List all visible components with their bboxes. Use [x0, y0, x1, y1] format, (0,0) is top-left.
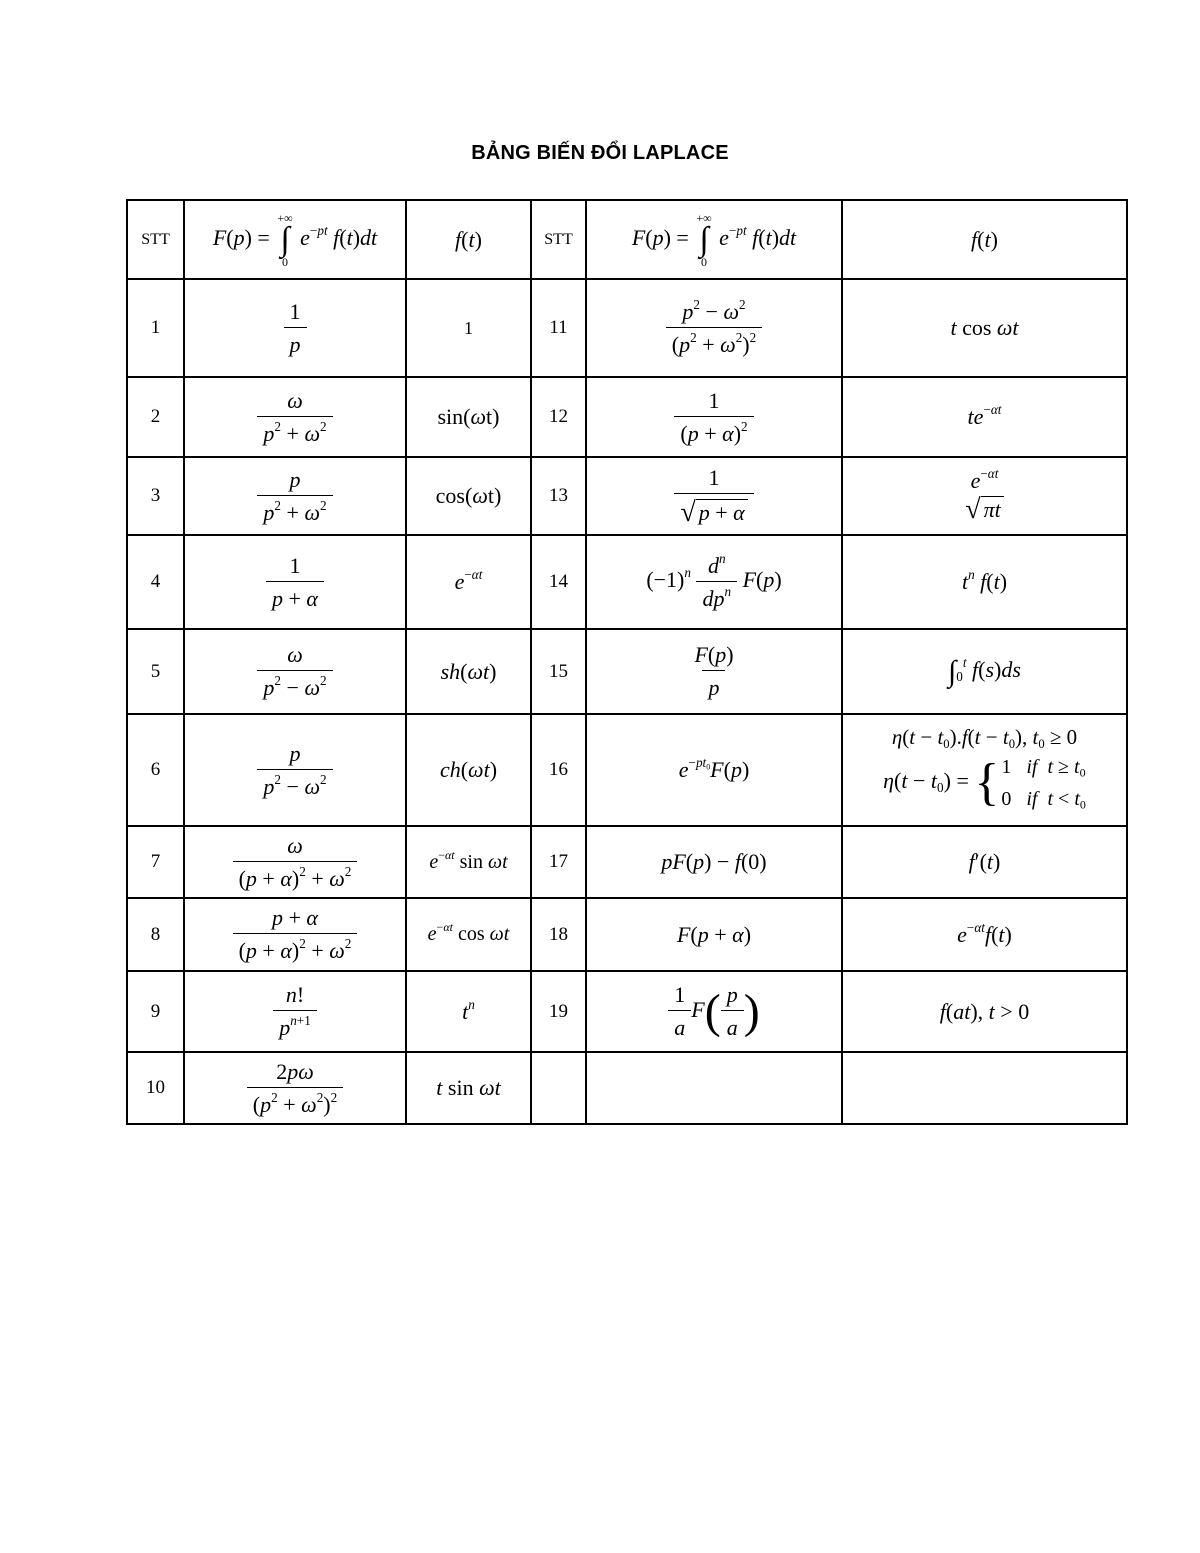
original-cell: t sin ωt	[406, 1052, 531, 1124]
row-number: 12	[531, 377, 586, 457]
row-number: 6	[127, 714, 184, 826]
original-cell: t cos ωt	[842, 279, 1127, 377]
table-row	[127, 535, 1127, 629]
original-cell: $e^{-\alpha t}f(t)$	[842, 898, 1127, 971]
empty-cell	[586, 1052, 842, 1124]
transform-cell: $\frac{F(p)}{p}$	[586, 629, 842, 714]
transform-cell: $\frac{1}{p}$	[184, 279, 406, 377]
row-number: 4	[127, 535, 184, 629]
row-number: 10	[127, 1052, 184, 1124]
transform-cell: $\frac{1}{(p + \alpha)^2}$	[586, 377, 842, 457]
row-number: 2	[127, 377, 184, 457]
original-cell: $t^n$ f(t)	[842, 535, 1127, 629]
row-number: 13	[531, 457, 586, 535]
row-number: 1	[127, 279, 184, 377]
table-row	[127, 898, 1127, 971]
empty-cell	[842, 1052, 1127, 1124]
header-stt: STT	[127, 200, 184, 279]
row-number: 17	[531, 826, 586, 898]
row-number: 5	[127, 629, 184, 714]
original-cell: sh(ωt)	[406, 629, 531, 714]
transform-cell: $\frac{p}{p^2 + \omega^2}$	[184, 457, 406, 535]
transform-cell: $\frac{1}{p + \alpha}$	[184, 535, 406, 629]
transform-cell: $\frac{\omega}{p^2 + \omega^2}$	[184, 377, 406, 457]
transform-cell: pF(p) − f(0)	[586, 826, 842, 898]
table-row	[127, 826, 1127, 898]
table-row	[127, 377, 1127, 457]
row-number: 3	[127, 457, 184, 535]
table-row	[127, 1052, 1127, 1124]
table-row	[127, 629, 1127, 714]
transform-cell: $\frac{p + \alpha}{(p + \alpha)^2 + \omega^2}$	[184, 898, 406, 971]
row-number: 11	[531, 279, 586, 377]
original-cell: $e^{-\alpha t}$ √ πt	[842, 457, 1127, 535]
transform-cell: 1 √ p + α	[586, 457, 842, 535]
original-cell: $t^n$	[406, 971, 531, 1052]
page-title: BẢNG BIẾN ĐỔI LAPLACE	[471, 142, 729, 164]
table-header-row	[127, 200, 1127, 279]
row-number: 8	[127, 898, 184, 971]
original-cell: f(at), t > 0	[842, 971, 1127, 1052]
transform-cell: $\frac{2p\omega}{(p^2 + \omega^2)^2}$	[184, 1052, 406, 1124]
original-cell: $te^{-\alpha t}$	[842, 377, 1127, 457]
row-number: 18	[531, 898, 586, 971]
transform-cell: $e^{-pt_0}F(p)$	[586, 714, 842, 826]
header-original: f(t)	[406, 200, 531, 279]
row-number: 19	[531, 971, 586, 1052]
original-cell: ch(ωt)	[406, 714, 531, 826]
table-row	[127, 971, 1127, 1052]
original-cell: $\eta(t - t_0).f(t - t_0)$, $t_0 \ge 0$ $\eta(t - t_0)$ = { 1 if $t \ge t_0$ 0 if $t < t_0$	[842, 714, 1127, 826]
transform-cell: $\frac{n!}{p^{n+1}}$	[184, 971, 406, 1052]
header-transform-2: F(p) = +∞ ∫ 0 $e^{-pt}$ f(t)dt	[586, 200, 842, 279]
original-cell: 1	[406, 279, 531, 377]
original-cell: sin(ωt)	[406, 377, 531, 457]
transform-cell: F(p + α)	[586, 898, 842, 971]
transform-cell: $\frac{1}{a}$ F( $\frac{p}{a}$ )	[586, 971, 842, 1052]
laplace-table	[126, 199, 1128, 1125]
row-number: 7	[127, 826, 184, 898]
table-row	[127, 457, 1127, 535]
original-cell: $\int_0^t$ f(s)ds	[842, 629, 1127, 714]
transform-cell: $\frac{p^2 - \omega^2}{(p^2 + \omega^2)^2}$	[586, 279, 842, 377]
original-cell: f′(t)	[842, 826, 1127, 898]
transform-cell: $(-1)^n$ $\frac{d^n}{dp^n}$ F(p)	[586, 535, 842, 629]
header-transform: F(p) = +∞ ∫ 0 $e^{-pt}$ f(t)dt	[184, 200, 406, 279]
original-cell: cos(ωt)	[406, 457, 531, 535]
original-cell: $e^{-\alpha t}$ sin ωt	[406, 826, 531, 898]
transform-cell: $\frac{p}{p^2 - \omega^2}$	[184, 714, 406, 826]
original-cell: $e^{-\alpha t}$	[406, 535, 531, 629]
header-original-2: f(t)	[842, 200, 1127, 279]
transform-cell: $\frac{\omega}{(p + \alpha)^2 + \omega^2}$	[184, 826, 406, 898]
transform-cell: $\frac{\omega}{p^2 - \omega^2}$	[184, 629, 406, 714]
original-cell: $e^{-\alpha t}$ cos ωt	[406, 898, 531, 971]
header-stt-2: STT	[531, 200, 586, 279]
table-row	[127, 714, 1127, 826]
row-number: 16	[531, 714, 586, 826]
table-row	[127, 279, 1127, 377]
row-number: 15	[531, 629, 586, 714]
empty-cell	[531, 1052, 586, 1124]
row-number: 9	[127, 971, 184, 1052]
row-number: 14	[531, 535, 586, 629]
